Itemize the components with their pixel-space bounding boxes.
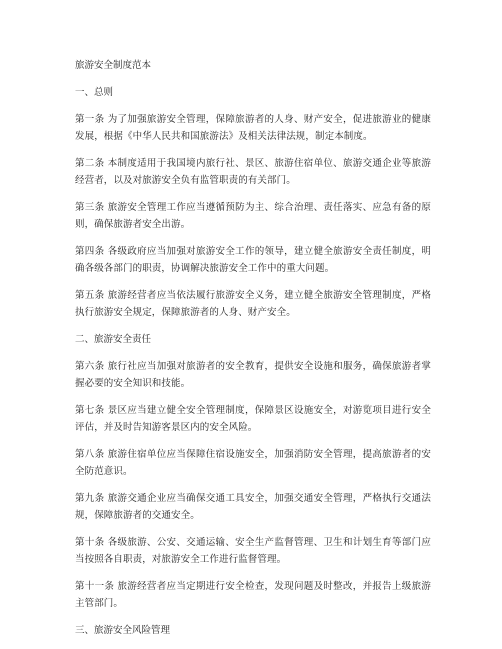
article-2: 第二条 本制度适用于我国境内旅行社、景区、旅游住宿单位、旅游交通企业等旅游经营者，以及对旅游安全负有监管职责的有关部门。 [75, 158, 431, 186]
article-8: 第八条 旅游住宿单位应当保障住宿设施安全，加强消防安全管理，提高旅游者的安全防范意识。 [75, 449, 431, 477]
section-heading-general: 一、总则 [75, 87, 114, 98]
document-body [75, 57, 431, 649]
article-10: 第十条 各级旅游、公安、交通运输、安全生产监督管理、卫生和计划生育等部门应当按照各自职责，对旅游安全工作进行监督管理。 [75, 537, 431, 565]
article-5: 第五条 旅游经营者应当依法履行旅游安全义务，建立健全旅游安全管理制度，严格执行旅游安全规定，保障旅游者的人身、财产安全。 [75, 290, 431, 318]
section-heading-responsibility: 二、旅游安全责任 [75, 334, 152, 345]
article-9: 第九条 旅游交通企业应当确保交通工具安全，加强交通安全管理，严格执行交通法规，保障旅游者的交通安全。 [75, 493, 431, 521]
article-4: 第四条 各级政府应当加强对旅游安全工作的领导，建立健全旅游安全责任制度，明确各级各部门的职责，协调解决旅游安全工作中的重大问题。 [75, 246, 431, 274]
section-heading-risk-management: 三、旅游安全风险管理 [75, 625, 171, 636]
document-title: 旅游安全制度范本 [75, 60, 152, 71]
article-7: 第七条 景区应当建立健全安全管理制度，保障景区设施安全，对游览项目进行安全评估，并及时告知游客景区内的安全风险。 [75, 405, 431, 433]
article-11: 第十一条 旅游经营者应当定期进行安全检查，发现问题及时整改，并报告上级旅游主管部门。 [75, 581, 431, 609]
article-1: 第一条 为了加强旅游安全管理，保障旅游者的人身、财产安全，促进旅游业的健康发展，根据《中华人民共和国旅游法》及相关法律法规，制定本制度。 [75, 114, 431, 142]
article-6: 第六条 旅行社应当加强对旅游者的安全教育，提供安全设施和服务，确保旅游者掌握必要的安全知识和技能。 [75, 361, 431, 389]
article-3: 第三条 旅游安全管理工作应当遵循预防为主、综合治理、责任落实、应急有备的原则，确保旅游者安全出游。 [75, 202, 431, 230]
